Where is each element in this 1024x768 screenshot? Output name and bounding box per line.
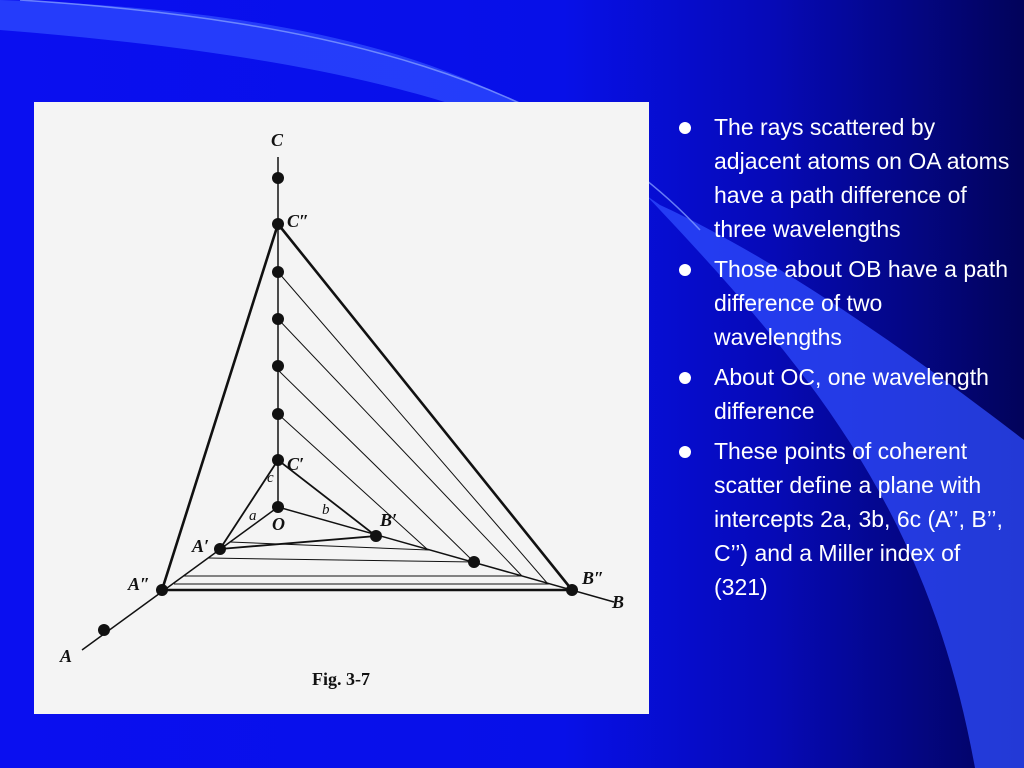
bullet-text: About OC, one wavelength difference <box>714 364 989 424</box>
point-a2 <box>156 584 168 596</box>
label-a1: A′ <box>192 536 210 556</box>
label-c-small: c <box>267 470 274 486</box>
label-b-small: b <box>322 502 330 518</box>
label-a-small: a <box>249 508 257 524</box>
label-c1: C′ <box>287 454 305 474</box>
point-c2 <box>272 218 284 230</box>
point-a-out <box>98 624 110 636</box>
point-c-top <box>272 172 284 184</box>
bullet-item <box>676 252 1016 354</box>
point-o <box>272 501 284 513</box>
bullet-item <box>676 434 1016 604</box>
axis-ob <box>278 507 614 602</box>
figure-caption: Fig. 3-7 <box>312 669 370 689</box>
bullet-item <box>676 110 1016 246</box>
bullet-text: Those about OB have a path difference of two wavelengths <box>714 256 1009 350</box>
point-c-3 <box>272 360 284 372</box>
point-b-2 <box>468 556 480 568</box>
bullet-dot-icon <box>679 122 691 134</box>
label-b: B <box>612 592 625 612</box>
label-a: A <box>60 646 73 666</box>
plane-a2-b2-c2 <box>162 224 572 590</box>
axis-oa <box>82 507 278 650</box>
bullet-dot-icon <box>679 264 691 276</box>
label-b1: B′ <box>380 510 398 530</box>
label-c2: C″ <box>287 211 309 231</box>
point-c1 <box>272 454 284 466</box>
point-c-4 <box>272 313 284 325</box>
miller-plane-diagram <box>34 102 649 714</box>
bullet-text: These points of coherent scatter define a plane with intercepts 2a, 3b, 6c (A’’, B’’, C’’) and a Miller index of (321) <box>714 438 1003 600</box>
point-a1 <box>214 543 226 555</box>
bullet-list <box>676 110 1016 610</box>
point-c-2 <box>272 408 284 420</box>
point-c-5 <box>272 266 284 278</box>
label-a2: A″ <box>128 574 150 594</box>
bullet-dot-icon <box>679 446 691 458</box>
label-b2: B″ <box>582 568 604 588</box>
figure-panel <box>34 102 649 714</box>
bullet-dot-icon <box>679 372 691 384</box>
label-o: O <box>272 514 285 534</box>
bullet-text: The rays scattered by adjacent atoms on OA atoms have a path difference of three wavelengths <box>714 114 1010 242</box>
point-b2 <box>566 584 578 596</box>
label-c: C <box>271 130 284 150</box>
point-b1 <box>370 530 382 542</box>
plane-line-2 <box>208 370 474 562</box>
bullet-item <box>676 360 1016 428</box>
plane-line-1 <box>230 414 428 550</box>
